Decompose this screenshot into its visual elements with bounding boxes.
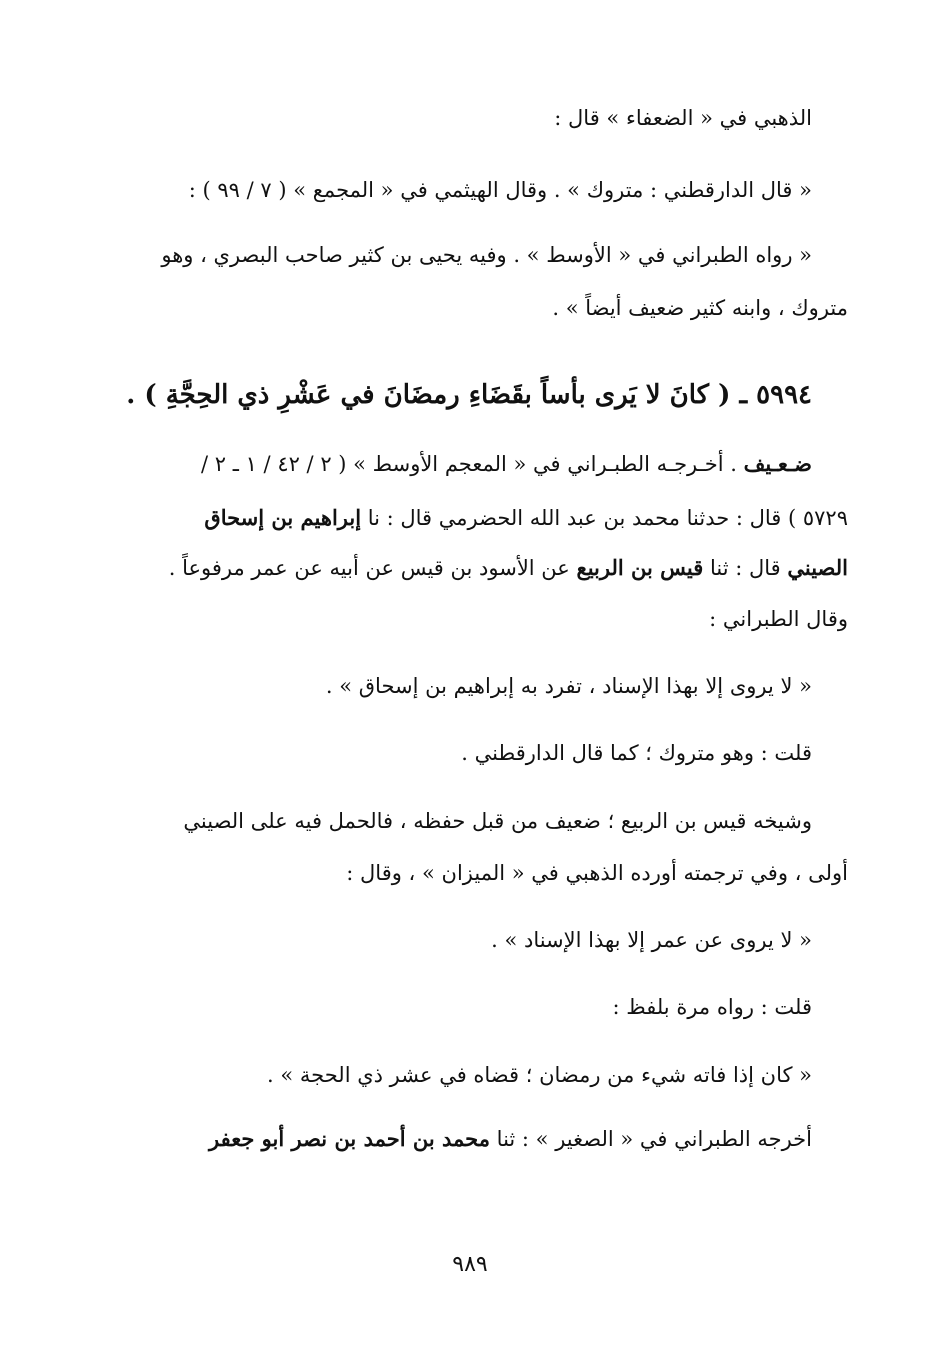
text-line (102, 240, 812, 270)
text-line (102, 858, 848, 888)
text-span: ٥٧٢٩ ) قال : حدثنا محمد بن عبد الله الحضرمي قال : نا (367, 506, 848, 530)
text-line (102, 992, 812, 1022)
narrator-name: محمد بن أحمد بن نصر أبو جعفر (209, 1126, 490, 1151)
text-span: . أخـرجـه الطبـراني في « المعجم الأوسط » ( ٢ / ٤٢ / ١ ـ ٢ / (201, 452, 737, 476)
text-span: متروك ، وابنه كثير ضعيف أيضاً » . (552, 296, 848, 320)
page-number: ٩٨٩ (452, 1252, 488, 1277)
text-line (102, 449, 812, 479)
text-line (102, 925, 812, 955)
text-span: عن الأسود بن قيس عن أبيه عن عمر مرفوعاً . (168, 556, 570, 580)
text-span: قلت : رواه مرة بلفظ : (612, 995, 812, 1019)
text-line (102, 1124, 812, 1154)
text-line (102, 671, 812, 701)
narrator-name: قيس بن الربيع (576, 555, 704, 580)
hadith-heading (102, 375, 812, 415)
text-line (102, 175, 812, 205)
text-span: وقال الطبراني : (709, 607, 848, 631)
text-span: أولى ، وفي ترجمته أورده الذهبي في « الميزان » ، وقال : (346, 861, 848, 885)
text-line (102, 604, 848, 634)
heading-text: ٥٩٩٤ ـ ( كانَ لا يَرى بأساً بقَضَاءِ رمضَانَ في عَشْرِ ذي الحِجَّةِ ) . (126, 380, 812, 410)
narrator-name: إبراهيم بن إسحاق (204, 505, 362, 530)
text-span: « قال الدارقطني : متروك » . وقال الهيثمي في « المجمع » ( ٧ / ٩٩ ) : (188, 178, 812, 202)
text-span: قال : ثنا (709, 556, 781, 580)
text-line (102, 806, 812, 836)
text-span: قلت : وهو متروك ؛ كما قال الدارقطني . (461, 741, 812, 765)
text-span: أخرجه الطبراني في « الصغير » : ثنا (496, 1127, 812, 1151)
grading-label: ضـعـيف (743, 451, 812, 476)
text-line (102, 103, 812, 133)
text-line (102, 738, 812, 768)
text-span: الذهبي في « الضعفاء » قال : (554, 106, 812, 130)
text-span: « رواه الطبراني في « الأوسط » . وفيه يحيى بن كثير صاحب البصري ، وهو (161, 243, 812, 267)
narrator-name: الصيني (787, 555, 848, 580)
text-line (102, 1060, 812, 1090)
text-span: « لا يروى إلا بهذا الإسناد ، تفرد به إبراهيم بن إسحاق » . (325, 674, 812, 698)
text-line (102, 293, 848, 323)
text-span: وشيخه قيس بن الربيع ؛ ضعيف من قبل حفظه ، فالحمل فيه على الصيني (183, 809, 812, 833)
text-line (102, 503, 848, 533)
text-span: « كان إذا فاته شيء من رمضان ؛ قضاه في عشر ذي الحجة » . (267, 1063, 812, 1087)
text-span: « لا يروى عن عمر إلا بهذا الإسناد » . (491, 928, 812, 952)
text-line (102, 553, 848, 583)
